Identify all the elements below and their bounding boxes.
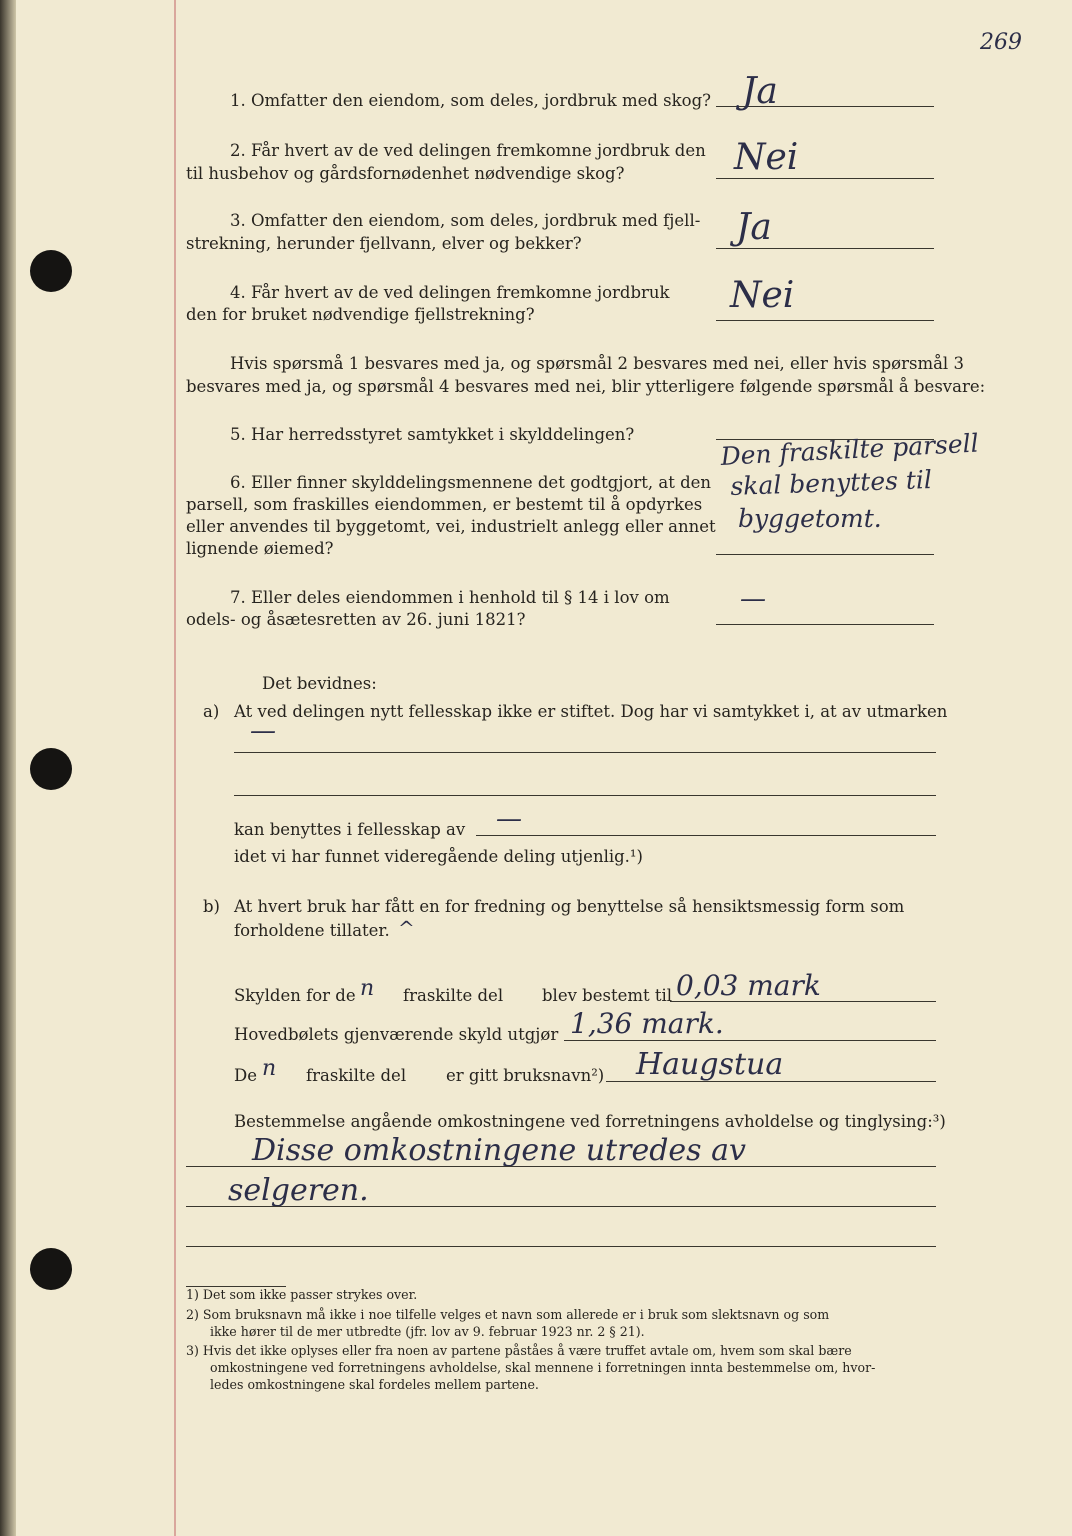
condition-text: Hvis spørsmå 1 besvares med ja, og spørsmål 2 besvares med nei, eller hvis spørsmål 3 <box>230 354 964 373</box>
question-3-answer: Ja <box>736 207 772 248</box>
answer-line <box>186 1206 936 1207</box>
question-6-answer: Den fraskilte parsell <box>719 428 980 471</box>
footnote: 2) Som bruksnavn må ikke i noe tilfelle velges et navn som allerede er i bruk som slektsnavn og som <box>186 1307 830 1322</box>
navn-handwritten-suffix: n <box>262 1056 277 1081</box>
skyld-handwritten-suffix: n <box>360 976 375 1001</box>
question-6-text: eller anvendes til byggetomt, vei, industrielt anlegg eller annet <box>186 517 716 536</box>
question-6-answer: skal benyttes til <box>729 464 933 501</box>
footnote: ikke hører til de mer utbredte (jfr. lov av 9. februar 1923 nr. 2 § 21). <box>210 1324 645 1339</box>
item-b-text: forholdene tillater. <box>234 921 390 940</box>
answer-line <box>476 835 936 836</box>
answer-line <box>234 795 936 796</box>
omkostning-answer: Disse omkostningene utredes av <box>252 1133 746 1168</box>
question-1-answer: Ja <box>742 71 778 112</box>
question-6-text: lignende øiemed? <box>186 539 334 558</box>
question-6-text: parsell, som fraskilles eiendommen, er bestemt til å opdyrkes <box>186 495 703 514</box>
question-3-text: 3. Omfatter den eiendom, som deles, jordbruk med fjell- <box>230 211 701 230</box>
answer-line <box>186 1246 936 1247</box>
utjenlig-text: idet vi har funnet videregående deling utjenlig.¹) <box>234 847 643 866</box>
binding-edge <box>0 0 16 1536</box>
skyld-label: Skylden for de <box>234 986 356 1005</box>
navn-label: fraskilte del <box>306 1066 407 1085</box>
fellesskap-label: kan benyttes i fellesskap av <box>234 820 466 839</box>
footnote: 3) Hvis det ikke oplyses eller fra noen av partene påståes å være truffet avtale om, hvem som skal bære <box>186 1343 852 1358</box>
answer-line <box>716 248 934 249</box>
answer-line <box>716 178 934 179</box>
question-4-text: den for bruket nødvendige fjellstrekning? <box>186 305 535 324</box>
item-a-answer: — <box>250 716 276 746</box>
punch-hole <box>30 250 72 292</box>
question-6-text: 6. Eller finner skylddelingsmennene det godtgjort, at den <box>230 473 712 492</box>
item-b-label: b) <box>203 897 220 916</box>
navn-label: De <box>234 1066 257 1085</box>
question-2-answer: Nei <box>734 137 799 178</box>
answer-line <box>234 752 936 753</box>
question-7-text: 7. Eller deles eiendommen i henhold til § 14 i lov om <box>230 588 670 607</box>
question-4-text: 4. Får hvert av de ved delingen fremkomne jordbruk <box>230 283 670 302</box>
question-6-answer: byggetomt. <box>738 504 882 533</box>
answer-line <box>716 624 934 625</box>
question-2-text: 2. Får hvert av de ved delingen fremkomne jordbruk den <box>230 141 706 160</box>
skyld-label: fraskilte del <box>403 986 504 1005</box>
punch-hole <box>30 1248 72 1290</box>
question-4-answer: Nei <box>730 275 795 316</box>
omkostning-label: Bestemmelse angående omkostningene ved forretningens avholdelse og tinglysing:³) <box>234 1112 946 1131</box>
answer-line <box>716 320 934 321</box>
question-3-text: strekning, herunder fjellvann, elver og bekker? <box>186 234 582 253</box>
answer-line <box>564 1040 936 1041</box>
question-7-text: odels- og åsætesretten av 26. juni 1821? <box>186 610 526 629</box>
condition-text: besvares med ja, og spørsmål 4 besvares med nei, blir ytterligere følgende spørsmål å besvare: <box>186 377 986 396</box>
footnote: omkostningene ved forretningens avholdelse, skal mennene i forretningen innta bestemmelse om, hvor- <box>210 1360 876 1375</box>
hovedbol-value: 1,36 mark. <box>570 1007 724 1040</box>
footnote: 1) Det som ikke passer strykes over. <box>186 1287 418 1302</box>
margin-rule <box>174 0 176 1536</box>
footnote: ledes omkostningene skal fordeles mellem partene. <box>210 1377 539 1392</box>
answer-line <box>186 1166 936 1167</box>
item-b-answer: ^ <box>398 916 415 940</box>
fellesskap-answer: — <box>496 804 522 834</box>
question-2-text: til husbehov og gårdsfornødenhet nødvendige skog? <box>186 164 625 183</box>
answer-line <box>716 554 934 555</box>
item-a-label: a) <box>203 702 220 721</box>
bevidnes-heading: Det bevidnes: <box>262 674 377 693</box>
hovedbol-label: Hovedbølets gjenværende skyld utgjør <box>234 1025 559 1044</box>
item-b-text: At hvert bruk har fått en for fredning og benyttelse så hensiktsmessig form som <box>234 897 905 916</box>
question-7-answer: — <box>740 584 766 614</box>
question-5-text: 5. Har herredsstyret samtykket i skylddelingen? <box>230 425 635 444</box>
bestemt-label: blev bestemt til <box>542 986 673 1005</box>
omkostning-answer: selgeren. <box>228 1173 369 1208</box>
page-number: 269 <box>980 30 1022 55</box>
bestemt-value: 0,03 mark <box>676 969 821 1002</box>
navn-label: er gitt bruksnavn²) <box>446 1066 605 1085</box>
item-a-text: At ved delingen nytt fellesskap ikke er stiftet. Dog har vi samtykket i, at av utmarken <box>234 702 948 721</box>
bruksnavn-value: Haugstua <box>636 1047 784 1082</box>
punch-hole <box>30 748 72 790</box>
question-1-text: 1. Omfatter den eiendom, som deles, jordbruk med skog? <box>230 91 711 110</box>
